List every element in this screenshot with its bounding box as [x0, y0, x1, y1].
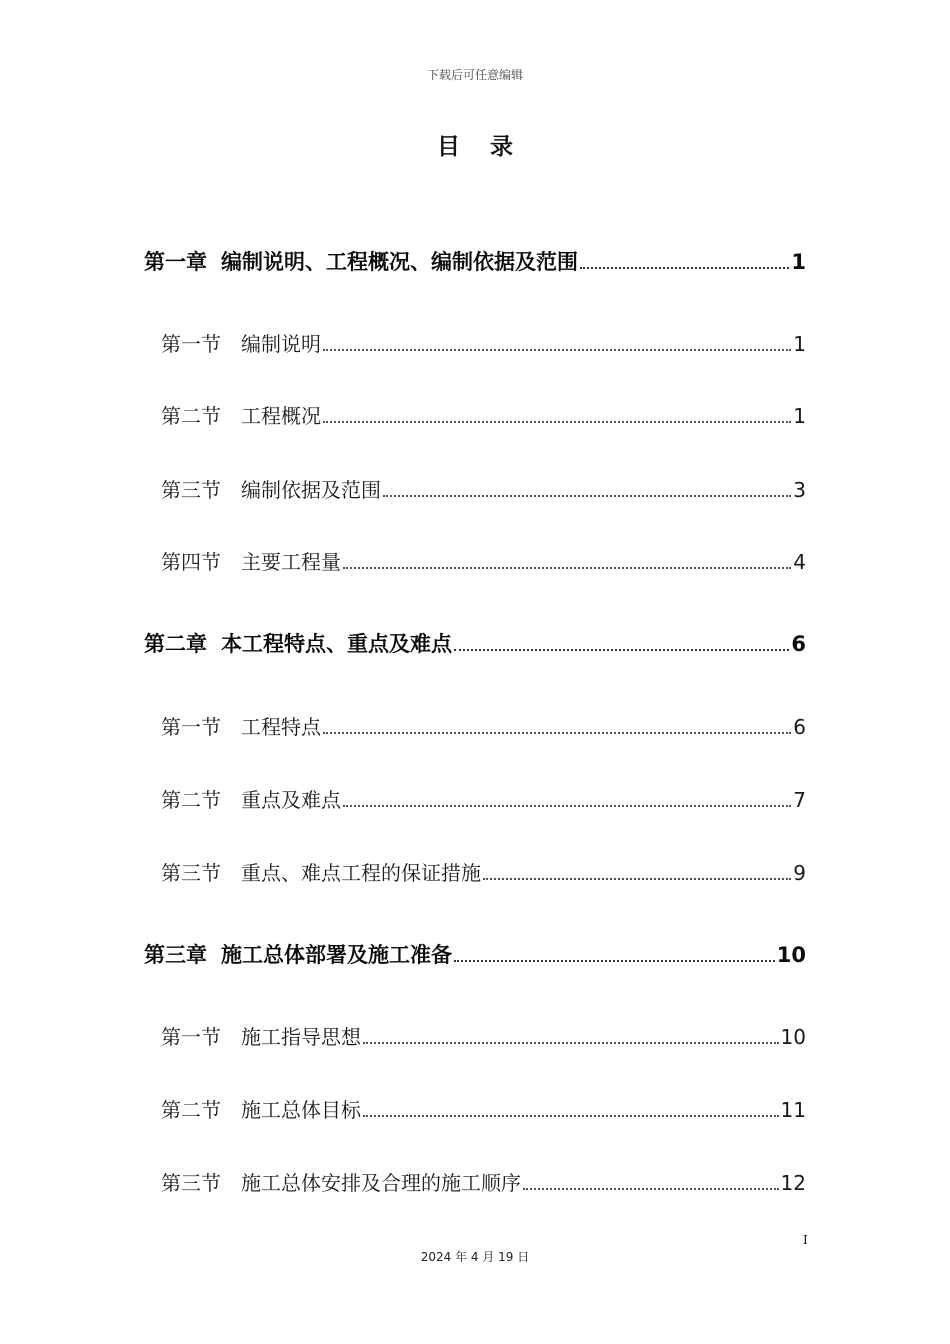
toc-entry-title: 施工总体安排及合理的施工顺序	[241, 1171, 521, 1195]
dot-leader	[523, 1188, 779, 1190]
toc-entry-page: 6	[793, 715, 806, 739]
dot-leader	[363, 1115, 779, 1117]
toc-entry-title: 编制说明、工程概况、编制依据及范围	[221, 250, 578, 274]
toc-chapter-entry[interactable]	[144, 628, 806, 658]
toc-entry-title: 编制说明	[241, 332, 321, 356]
page-number: I	[803, 1233, 808, 1247]
footer-date: 2024 年 4 月 19 日	[420, 1250, 530, 1264]
dot-leader	[323, 349, 791, 351]
toc-entry-title: 施工总体目标	[241, 1098, 361, 1122]
toc-title: 目录	[437, 134, 543, 160]
toc-entry-title: 施工总体部署及施工准备	[221, 943, 452, 967]
dot-leader	[580, 267, 789, 269]
toc-entry-label: 第四节	[161, 550, 221, 574]
toc-entry-page: 9	[793, 861, 806, 885]
toc-entry-label: 第一章	[144, 250, 207, 274]
toc-entry-page: 7	[793, 788, 806, 812]
toc-entry-page: 6	[791, 632, 806, 656]
toc-entry-label: 第三节	[161, 1171, 221, 1195]
dot-leader	[383, 495, 791, 497]
toc-entry-page: 10	[776, 943, 806, 967]
toc-entry-label: 第三章	[144, 943, 207, 967]
toc-section-entry[interactable]	[161, 474, 806, 503]
toc-entry-label: 第三节	[161, 861, 221, 885]
toc-entry-title: 工程概况	[241, 404, 321, 428]
toc-entry-title: 重点、难点工程的保证措施	[241, 861, 481, 885]
dot-leader	[323, 732, 791, 734]
toc-entry-title: 编制依据及范围	[241, 478, 381, 502]
toc-entry-page: 11	[780, 1098, 806, 1122]
dot-leader	[343, 567, 791, 569]
toc-entry-label: 第三节	[161, 478, 221, 502]
toc-entry-label: 第二章	[144, 632, 207, 656]
toc-entry-title: 施工指导思想	[241, 1025, 361, 1049]
toc-entry-title: 工程特点	[241, 715, 321, 739]
toc-section-entry[interactable]	[161, 1167, 806, 1196]
toc-entry-label: 第一节	[161, 715, 221, 739]
header-note: 下载后可任意编辑	[426, 68, 523, 82]
dot-leader	[323, 421, 791, 423]
toc-entry-label: 第二节	[161, 404, 221, 428]
toc-entry-title: 本工程特点、重点及难点	[221, 632, 452, 656]
toc-entry-page: 1	[793, 332, 806, 356]
toc-entry-page: 4	[793, 550, 806, 574]
toc-section-entry[interactable]	[161, 711, 806, 740]
toc-entry-page: 3	[793, 478, 806, 502]
toc-entry-page: 10	[780, 1025, 806, 1049]
toc-entry-page: 1	[791, 250, 806, 274]
dot-leader	[483, 878, 791, 880]
toc-section-entry[interactable]	[161, 1094, 806, 1123]
dot-leader	[363, 1042, 779, 1044]
toc-entry-page: 1	[793, 404, 806, 428]
toc-section-entry[interactable]	[161, 857, 806, 886]
toc-entry-label: 第一节	[161, 332, 221, 356]
toc-entry-label: 第二节	[161, 788, 221, 812]
toc-entry-page: 12	[780, 1171, 806, 1195]
toc-chapter-entry[interactable]	[144, 939, 806, 969]
toc-entry-title: 主要工程量	[241, 550, 341, 574]
dot-leader	[454, 960, 775, 962]
dot-leader	[454, 649, 789, 651]
toc-section-entry[interactable]	[161, 328, 806, 357]
toc-entry-label: 第一节	[161, 1025, 221, 1049]
toc-section-entry[interactable]	[161, 784, 806, 813]
toc-chapter-entry[interactable]	[144, 246, 806, 276]
toc-entry-title: 重点及难点	[241, 788, 341, 812]
toc-section-entry[interactable]	[161, 546, 806, 575]
toc-section-entry[interactable]	[161, 1021, 806, 1050]
toc-section-entry[interactable]	[161, 400, 806, 429]
dot-leader	[343, 805, 791, 807]
toc-entry-label: 第二节	[161, 1098, 221, 1122]
